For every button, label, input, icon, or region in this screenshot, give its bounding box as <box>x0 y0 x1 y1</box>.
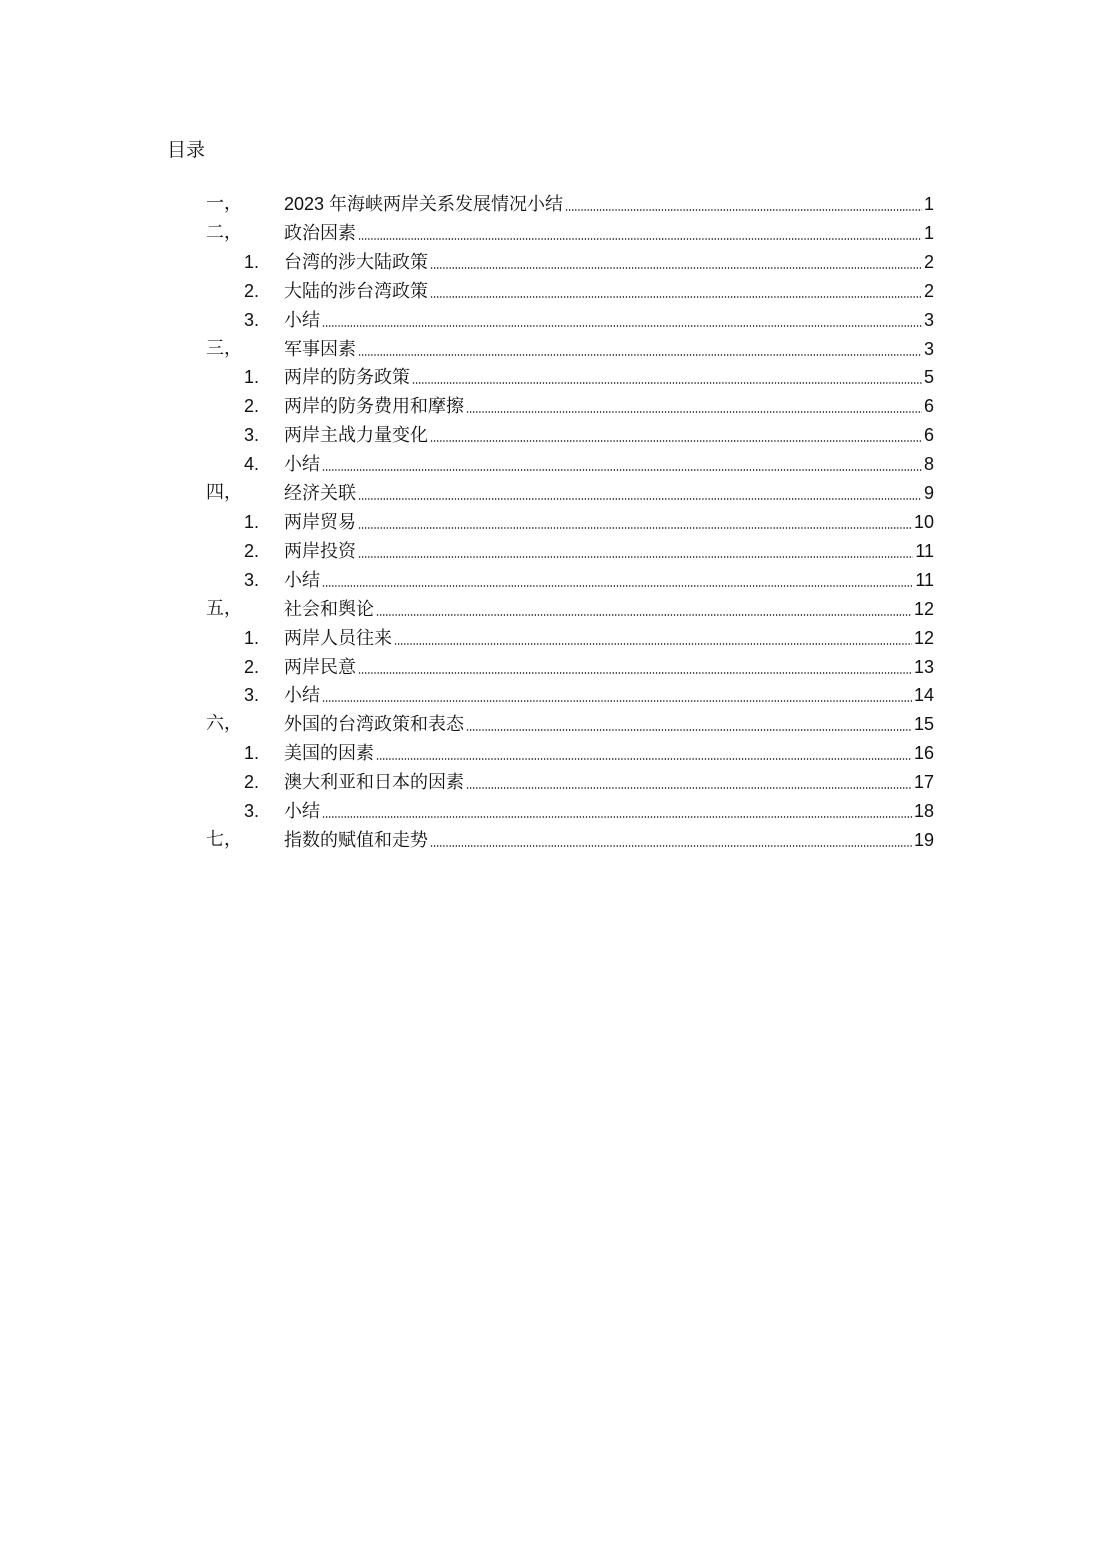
toc-entry-number: 2. <box>244 772 260 793</box>
toc-entry-section[interactable] <box>0 738 1102 767</box>
toc-entry-line <box>284 626 934 651</box>
toc-entry-page-number: 12 <box>913 598 934 619</box>
toc-entry-section[interactable] <box>0 767 1102 796</box>
toc-entry-title[interactable] <box>284 511 356 535</box>
toc-entry-chapter[interactable] <box>0 594 1102 623</box>
toc-entry-line <box>284 308 934 333</box>
toc-entry-page-number: 8 <box>923 454 934 475</box>
toc-entry-section[interactable] <box>0 391 1102 420</box>
toc-entry-line <box>284 452 934 477</box>
toc-dot-leader <box>322 700 912 702</box>
toc-entry-title[interactable] <box>284 540 356 564</box>
toc-entry-title[interactable] <box>284 309 320 333</box>
toc-entry-line <box>284 799 934 824</box>
toc-entry-line <box>284 683 934 708</box>
toc-heading: 目录 <box>167 139 206 161</box>
toc-entry-title[interactable] <box>284 338 356 362</box>
toc-dot-leader <box>358 238 922 240</box>
toc-entry-title-text: 社会和舆论 <box>284 598 374 620</box>
toc-entry-title-year: 2023 <box>284 194 330 214</box>
toc-dot-leader <box>322 469 922 471</box>
toc-entry-title[interactable] <box>284 453 320 477</box>
toc-entry-page-number: 5 <box>923 367 934 388</box>
toc-entry-line <box>284 539 934 564</box>
toc-entry-title-text: 小结 <box>284 454 320 476</box>
toc-entry-title[interactable] <box>284 742 374 766</box>
toc-entry-section[interactable] <box>0 796 1102 825</box>
toc-dot-leader <box>430 845 912 847</box>
toc-entry-line <box>284 279 934 304</box>
toc-entry-title-text: 美国的因素 <box>284 743 374 765</box>
toc-entry-title-text: 小结 <box>284 309 320 331</box>
toc-entry-number: 1. <box>244 743 260 764</box>
toc-entry-number: 2. <box>244 396 260 417</box>
toc-dot-leader <box>358 672 912 674</box>
toc-entry-page-number: 1 <box>923 194 934 214</box>
toc-entry-line <box>284 741 934 766</box>
toc-entry-line <box>284 481 934 506</box>
toc-entry-page-number: 19 <box>913 829 934 850</box>
toc-entry-section[interactable] <box>0 449 1102 478</box>
toc-dot-leader <box>430 440 922 442</box>
toc-entry-line <box>284 192 934 217</box>
toc-entry-title[interactable] <box>284 569 320 593</box>
toc-entry-line <box>284 365 934 390</box>
toc-entry-page-number: 9 <box>923 483 934 504</box>
toc-entry-number: 3. <box>244 685 260 706</box>
toc-entry-title-text: 两岸主战力量变化 <box>284 425 428 447</box>
toc-entry-title[interactable] <box>284 424 428 448</box>
toc-entry-line <box>284 250 934 275</box>
toc-entry-line <box>284 423 934 448</box>
toc-entry-page-number: 1 <box>923 222 934 243</box>
toc-entry-section[interactable] <box>0 305 1102 334</box>
toc-entry-page-number: 3 <box>923 338 934 359</box>
toc-entry-title[interactable] <box>284 713 464 737</box>
toc-dot-leader <box>358 556 913 558</box>
toc-entry-title[interactable] <box>284 598 374 622</box>
toc-entry-page-number: 17 <box>913 772 934 793</box>
toc-entry-title[interactable] <box>284 627 392 651</box>
toc-entry-title[interactable] <box>284 192 563 217</box>
toc-entry-section[interactable] <box>0 652 1102 681</box>
toc-entry-page-number: 2 <box>923 280 934 301</box>
toc-entry-chapter[interactable] <box>0 334 1102 363</box>
toc-entry-number: 1. <box>244 251 260 272</box>
toc-entry-title[interactable] <box>284 222 356 246</box>
toc-entry-title-text: 小结 <box>284 801 320 823</box>
toc-entry-number: 1. <box>244 627 260 648</box>
toc-entry-title[interactable] <box>284 656 356 680</box>
toc-entry-title-text: 指数的赋值和走势 <box>284 829 428 851</box>
toc-dot-leader <box>358 527 912 529</box>
toc-entry-number: 3. <box>244 569 260 590</box>
toc-entry-line <box>284 828 934 853</box>
toc-entry-line <box>284 337 934 362</box>
toc-entry-page-number: 11 <box>915 569 934 590</box>
toc-entry-title-text: 政治因素 <box>284 222 356 244</box>
toc-entry-title-text: 两岸投资 <box>284 540 356 562</box>
toc-dot-leader <box>358 354 922 356</box>
toc-entry-chapter[interactable] <box>0 825 1102 854</box>
toc-entry-section[interactable] <box>0 623 1102 652</box>
toc-entry-line <box>284 597 934 622</box>
toc-entry-title-text: 大陆的涉台湾政策 <box>284 280 428 302</box>
toc-entry-chapter[interactable] <box>0 478 1102 507</box>
toc-dot-leader <box>358 498 922 500</box>
toc-entry-chapter[interactable] <box>0 709 1102 738</box>
toc-entry-number: 六， <box>206 713 242 735</box>
toc-entry-title-text: 台湾的涉大陆政策 <box>284 251 428 273</box>
toc-dot-leader <box>322 585 913 587</box>
toc-entry-section[interactable] <box>0 276 1102 305</box>
toc-dot-leader <box>466 787 912 789</box>
toc-entry-chapter[interactable] <box>0 189 1102 218</box>
toc-entry-page-number: 13 <box>913 656 934 677</box>
toc-entry-page-number: 10 <box>913 511 934 532</box>
toc-entry-title-text: 外国的台湾政策和表态 <box>284 714 464 736</box>
toc-entry-number: 1. <box>244 511 260 532</box>
toc-entry-title[interactable] <box>284 251 428 275</box>
toc-entry-title-text: 小结 <box>284 569 320 591</box>
toc-entry-page-number: 12 <box>913 627 934 648</box>
toc-entry-title[interactable] <box>284 395 464 419</box>
toc-entry-number: 3. <box>244 309 260 330</box>
toc-dot-leader <box>394 643 912 645</box>
toc-entry-number: 3. <box>244 425 260 446</box>
toc-entry-page-number: 6 <box>923 396 934 417</box>
toc-dot-leader <box>466 411 922 413</box>
toc-entry-title-text: 两岸的防务政策 <box>284 367 410 389</box>
toc-dot-leader <box>565 209 922 211</box>
toc-list <box>0 189 1102 854</box>
toc-entry-number: 2. <box>244 540 260 561</box>
toc-entry-section[interactable] <box>0 247 1102 276</box>
toc-entry-section[interactable] <box>0 680 1102 709</box>
toc-entry-title[interactable] <box>284 771 464 795</box>
toc-dot-leader <box>376 614 912 616</box>
toc-entry-number: 一， <box>206 193 242 214</box>
toc-entry-number: 1. <box>244 367 260 388</box>
toc-entry-number: 2. <box>244 280 260 301</box>
toc-dot-leader <box>466 729 912 731</box>
toc-dot-leader <box>376 758 912 760</box>
toc-entry-title-text: 小结 <box>284 685 320 707</box>
toc-dot-leader <box>322 325 922 327</box>
toc-entry-chapter[interactable] <box>0 218 1102 247</box>
toc-entry-number: 三， <box>206 337 242 359</box>
toc-entry-section[interactable] <box>0 565 1102 594</box>
toc-entry-page-number: 2 <box>923 251 934 272</box>
toc-entry-section[interactable] <box>0 362 1102 391</box>
toc-entry-number: 二， <box>206 221 242 243</box>
toc-entry-title[interactable] <box>284 829 428 853</box>
toc-entry-line <box>284 712 934 737</box>
toc-entry-number: 3. <box>244 801 260 822</box>
toc-entry-number: 4. <box>244 454 260 475</box>
toc-entry-title-text: 军事因素 <box>284 338 356 360</box>
toc-entry-title-text: 两岸的防务费用和摩擦 <box>284 396 464 418</box>
toc-entry-page-number: 15 <box>913 714 934 735</box>
toc-entry-title[interactable] <box>284 280 428 304</box>
toc-dot-leader <box>430 267 922 269</box>
toc-entry-page-number: 16 <box>913 743 934 764</box>
toc-dot-leader <box>322 816 912 818</box>
toc-entry-line <box>284 221 934 246</box>
toc-entry-section[interactable] <box>0 507 1102 536</box>
toc-entry-line <box>284 510 934 535</box>
toc-entry-title[interactable] <box>284 684 320 708</box>
toc-entry-page-number: 11 <box>915 540 934 561</box>
toc-entry-page-number: 18 <box>913 801 934 822</box>
toc-entry-title-text: 两岸人员往来 <box>284 627 392 649</box>
toc-entry-line <box>284 394 934 419</box>
toc-entry-number: 五， <box>206 597 242 619</box>
toc-entry-line <box>284 655 934 680</box>
toc-entry-title[interactable] <box>284 800 320 824</box>
toc-entry-page-number: 14 <box>913 685 934 706</box>
toc-entry-title-text: 两岸民意 <box>284 656 356 678</box>
toc-entry-section[interactable] <box>0 420 1102 449</box>
toc-entry-line <box>284 770 934 795</box>
toc-entry-number: 七， <box>206 828 242 850</box>
toc-entry-title-text: 澳大利亚和日本的因素 <box>284 772 464 794</box>
toc-entry-title[interactable] <box>284 482 356 506</box>
toc-entry-line <box>284 568 934 593</box>
toc-entry-number: 2. <box>244 656 260 677</box>
toc-dot-leader <box>412 382 922 384</box>
toc-entry-title-text: 年海峡两岸关系发展情况小结 <box>329 194 564 215</box>
toc-entry-page-number: 6 <box>923 425 934 446</box>
toc-entry-section[interactable] <box>0 536 1102 565</box>
toc-entry-title[interactable] <box>284 366 410 390</box>
toc-entry-page-number: 3 <box>923 309 934 330</box>
toc-dot-leader <box>430 296 922 298</box>
toc-entry-title-text: 经济关联 <box>284 483 356 505</box>
toc-entry-title-text: 两岸贸易 <box>284 511 356 533</box>
toc-entry-number: 四， <box>206 482 242 504</box>
